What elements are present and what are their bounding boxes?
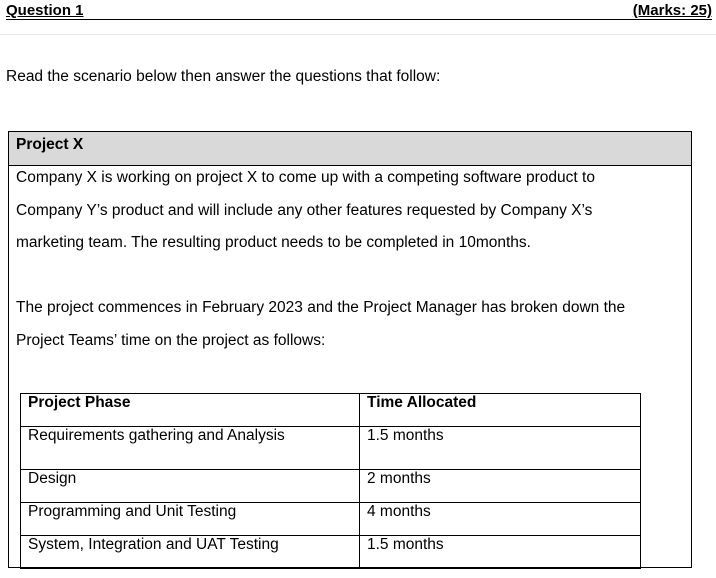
time-cell: 4 months: [360, 503, 641, 536]
phase-cell: System, Integration and UAT Testing: [21, 536, 360, 569]
paragraph-line: Project Teams’ time on the project as follows:: [16, 331, 326, 349]
paragraph-line: marketing team. The resulting product needs to be completed in 10months.: [16, 234, 531, 251]
paragraph-line: Company Y’s product and will include any other features requested by Company X’s: [16, 201, 593, 219]
paragraph-line: The project commences in February 2023 and the Project Manager has broken down the: [16, 299, 626, 316]
time-cell: 2 months: [360, 470, 641, 503]
table-header-row: [21, 394, 641, 427]
instruction-text: Read the scenario below then answer the questions that follow:: [6, 68, 441, 85]
paragraph-line: Company X is working on project X to come up with a competing software product to: [16, 169, 595, 186]
phase-table: [20, 393, 641, 569]
question-number: Question 1: [6, 2, 84, 19]
table-row: [21, 427, 641, 470]
table-row: [21, 536, 641, 569]
time-cell: 1.5 months: [360, 536, 641, 569]
column-header-time: Time Allocated: [360, 394, 641, 427]
column-header-phase: Project Phase: [21, 394, 360, 427]
scenario-box: [8, 131, 692, 568]
phase-cell: Requirements gathering and Analysis: [21, 427, 360, 470]
phase-cell: Design: [21, 470, 360, 503]
table-row: [21, 503, 641, 536]
table-row: [21, 470, 641, 503]
time-cell: 1.5 months: [360, 427, 641, 470]
scenario-paragraph-2: [16, 292, 686, 357]
scenario-paragraph-1: [16, 162, 686, 260]
phase-cell: Programming and Unit Testing: [21, 503, 360, 536]
marks-label: (Marks: 25): [632, 2, 712, 19]
scenario-title: Project X: [9, 132, 691, 166]
question-header: [6, 0, 712, 20]
divider: [0, 34, 716, 35]
